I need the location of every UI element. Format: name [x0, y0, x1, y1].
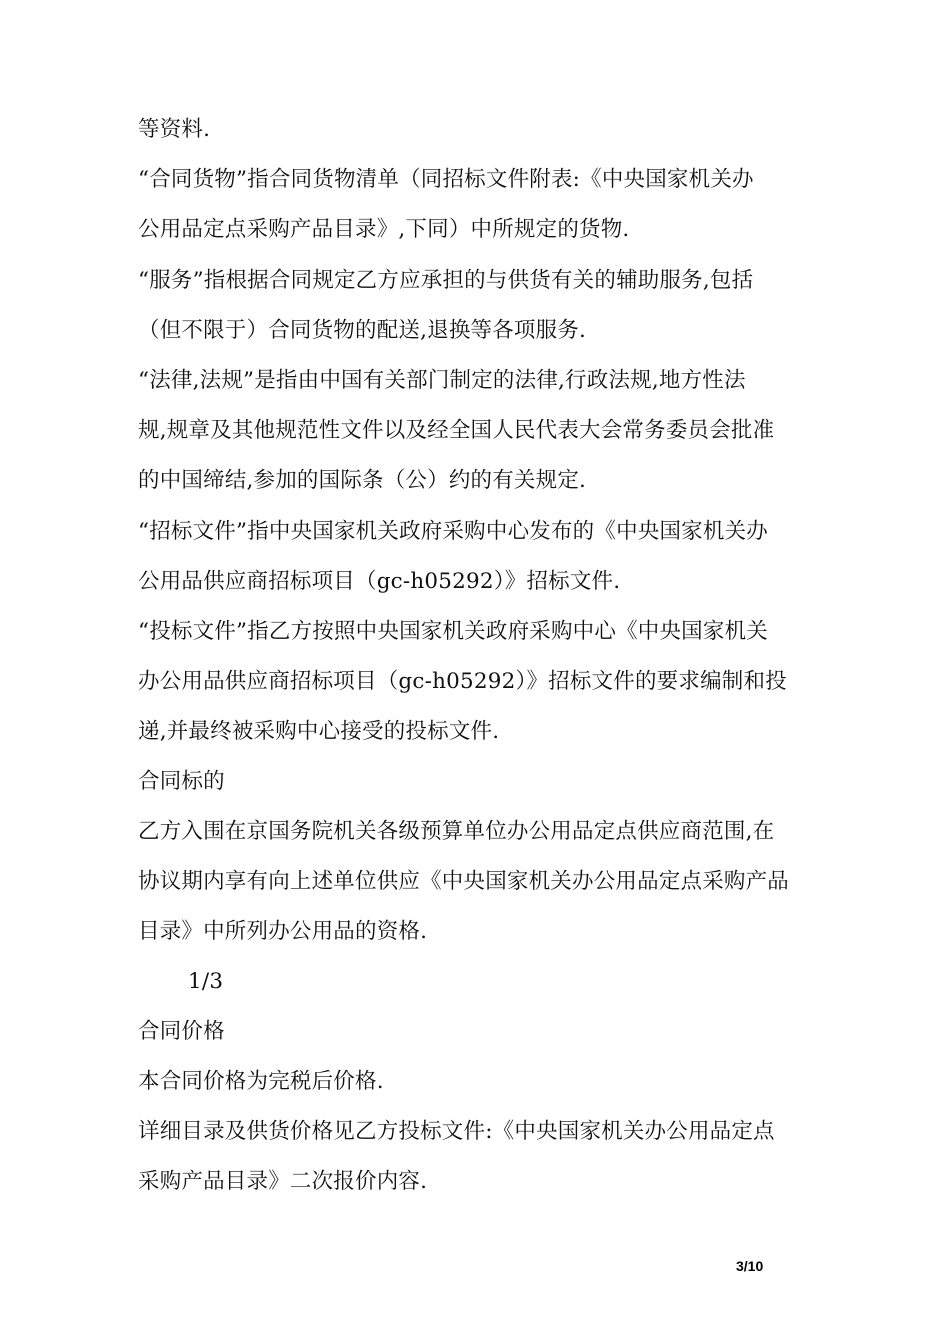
inline-page-marker: 1/3 — [188, 969, 224, 994]
text-line: “投标文件”指乙方按照中央国家机关政府采购中心《中央国家机关 — [138, 619, 768, 644]
text-line: 办公用品供应商招标项目（gc-h05292）》招标文件的要求编制和投 — [138, 669, 787, 694]
text-line: 乙方入围在京国务院机关各级预算单位办公用品定点供应商范围,在 — [138, 819, 775, 844]
text-line: 详细目录及供货价格见乙方投标文件:《中央国家机关办公用品定点 — [138, 1119, 775, 1144]
section-heading: 合同标的 — [138, 769, 225, 794]
text-line: 的中国缔结,参加的国际条（公）约的有关规定. — [138, 468, 587, 493]
text-line: 规,规章及其他规范性文件以及经全国人民代表大会常务委员会批准 — [138, 418, 775, 443]
text-line: （但不限于）合同货物的配送,退换等各项服务. — [138, 318, 587, 343]
text-line: “法律,法规”是指由中国有关部门制定的法律,行政法规,地方性法 — [138, 368, 746, 393]
text-line: “服务”指根据合同规定乙方应承担的与供货有关的辅助服务,包括 — [138, 268, 754, 293]
text-line: 目录》中所列办公用品的资格. — [138, 919, 428, 944]
text-line: 采购产品目录》二次报价内容. — [138, 1169, 428, 1194]
text-line: “合同货物”指合同货物清单（同招标文件附表:《中央国家机关办 — [138, 167, 754, 192]
text-line: 递,并最终被采购中心接受的投标文件. — [138, 719, 500, 744]
page-number: 3/10 — [736, 1258, 764, 1274]
text-line: 等资料. — [138, 117, 211, 142]
text-line: 公用品供应商招标项目（gc-h05292）》招标文件. — [138, 569, 621, 594]
section-heading: 合同价格 — [138, 1019, 225, 1044]
text-line: 本合同价格为完税后价格. — [138, 1069, 384, 1094]
text-line: 协议期内享有向上述单位供应《中央国家机关办公用品定点采购产品 — [138, 869, 790, 894]
text-line: “招标文件”指中央国家机关政府采购中心发布的《中央国家机关办 — [138, 519, 768, 544]
text-line: 公用品定点采购产品目录》,下同）中所规定的货物. — [138, 217, 630, 242]
